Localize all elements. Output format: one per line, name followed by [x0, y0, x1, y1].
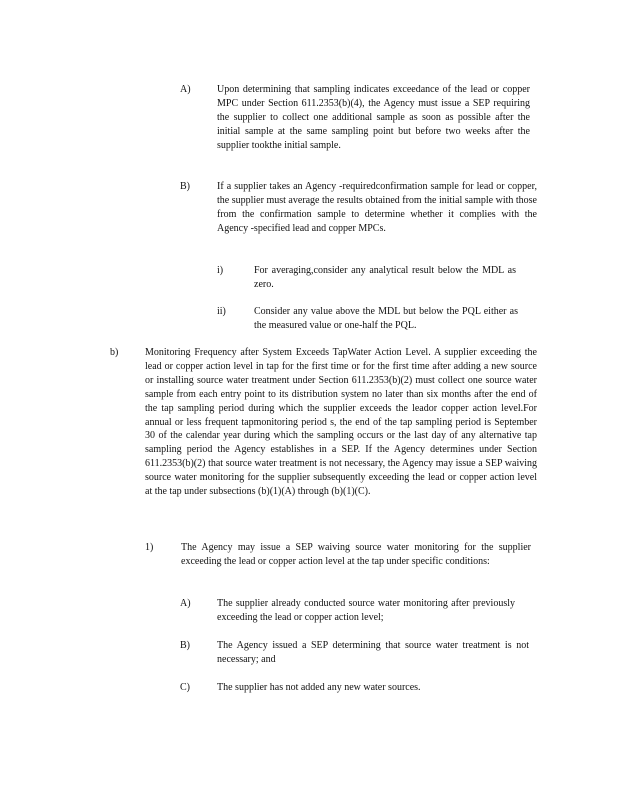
item-label: 1)	[145, 542, 154, 553]
item-text: The supplier has not added any new water sources.	[217, 682, 421, 693]
item-label: A)	[180, 598, 191, 609]
item-label: i)	[217, 265, 224, 276]
item-text: The Agency issued a SEP determining that source water treatment is not necessary; and	[217, 640, 529, 665]
item-text: Monitoring Frequency after System Exceeds TapWater Action Level. A supplier exceeding the lead or copper action level in tap for the first time or for the first time after adding a new source or installing source water treatment under Section 611.2353(b)(2) must collect one source water sample from each entry point to its distribution system no later than six months after the end of the tap sampling period during which the supplier exceeds the leador copper action level.For annual or less frequent tapmonitoring period s, the end of the tap sampling period is September 30 of the calendar year during which the sampling occurs or the last day of any alternative tap sampling period the Agency establishes in a SEP. If the Agency determines under Section 611.2353(b)(2) that source water treatment is not necessary, the Agency may issue a SEP waiving source water monitoring for the supplier subsequently exceeding the lead or copper action level at the tap under subsections (b)(1)(A) through (b)(1)(C).	[145, 347, 537, 498]
item-text: Upon determining that sampling indicates exceedance of the lead or copper MPC under Section 611.2353(b)(4), the Agency must issue a SEP requiring the supplier to collect one additional sample as soon as possible after the initial sample at the same sampling point but before two weeks after the supplier tookthe initial sample.	[217, 84, 530, 151]
item-label: A)	[180, 84, 191, 95]
item-text: The supplier already conducted source water monitoring after previously exceeding the lead or copper action level;	[217, 598, 515, 623]
item-label: C)	[180, 682, 190, 693]
item-label: B)	[180, 640, 190, 651]
item-label: ii)	[217, 306, 226, 317]
item-text: The Agency may issue a SEP waiving source water monitoring for the supplier exceeding the lead or copper action level at the tap under specific conditions:	[181, 542, 531, 567]
item-text: Consider any value above the MDL but below the PQL either as the measured value or one-half the PQL.	[254, 306, 518, 331]
item-text: If a supplier takes an Agency -requiredconfirmation sample for lead or copper, the supplier must average the results obtained from the initial sample with those from the confirmation sample to determine whether it complies with the Agency -specified lead and copper MPCs.	[217, 181, 537, 234]
item-text: For averaging,consider any analytical result below the MDL as zero.	[254, 265, 516, 290]
item-label: b)	[110, 347, 119, 358]
item-label: B)	[180, 181, 190, 192]
